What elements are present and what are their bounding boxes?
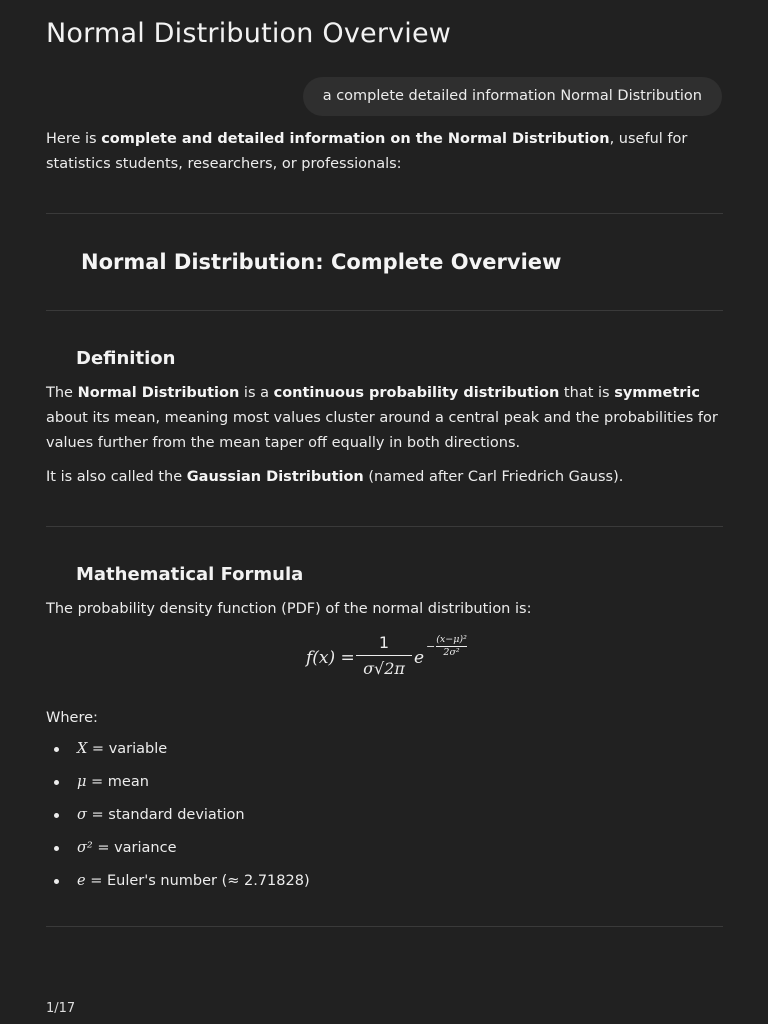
exponent-denominator: 2σ² [443, 647, 460, 658]
main-heading: Normal Distribution: Complete Overview [81, 250, 562, 274]
page-counter: 1/17 [46, 1001, 76, 1016]
pdf-formula [46, 632, 723, 688]
exponent-numerator: (x−μ)² [436, 634, 467, 645]
list-item [46, 772, 723, 805]
formula-denominator: σ√2π [363, 659, 405, 678]
list-symbol: σ [77, 807, 87, 823]
list-text: = mean [86, 774, 149, 790]
formula-base: e [414, 648, 425, 668]
def-text-4: about its mean, meaning most values cluster around a central peak and the probabilities for values further from the mean taper off equally in both directions. [46, 410, 718, 451]
divider [46, 926, 723, 927]
list-item [46, 739, 723, 772]
list-item [46, 871, 723, 904]
list-text: = variable [87, 741, 168, 757]
list-symbol: σ² [77, 840, 93, 856]
def-bold-1: Normal Distribution [77, 385, 240, 401]
def-text-3: that is [559, 385, 615, 401]
formula-heading: Mathematical Formula [76, 564, 304, 585]
list-item [46, 838, 723, 871]
list-symbol: μ [77, 774, 87, 790]
list-text: = standard deviation [86, 807, 245, 823]
gauss-text-2: (named after Carl Friedrich Gauss). [363, 469, 624, 485]
gauss-text-1: It is also called the [46, 469, 187, 485]
response-content [46, 127, 723, 927]
list-symbol: X [77, 741, 88, 757]
formula-fraction [356, 632, 412, 680]
list-text: = variance [92, 840, 177, 856]
def-bold-3: symmetric [614, 385, 700, 401]
def-text-2: is a [239, 385, 274, 401]
list-item [46, 805, 723, 838]
intro-bold-1: complete and detailed information on the Normal Distribution [101, 131, 610, 147]
gauss-bold-1: Gaussian Distribution [186, 469, 364, 485]
formula-exponent [426, 635, 467, 658]
definition-paragraph [46, 381, 723, 456]
definition-heading: Definition [76, 348, 176, 369]
exponent-fraction [436, 635, 467, 658]
variable-list [46, 739, 723, 904]
def-text-1: The [46, 385, 78, 401]
page-title: Normal Distribution Overview [46, 18, 452, 49]
formula-intro: The probability density function (PDF) of the normal distribution is: [46, 601, 532, 617]
formula-lhs: f(x) = [306, 648, 355, 668]
intro-text-2: , useful for statistics students, researchers, or professionals: [46, 131, 688, 172]
intro-text-1: Here is [46, 131, 102, 147]
list-symbol: e [77, 873, 86, 889]
intro-paragraph [46, 127, 723, 177]
list-text: = Euler's number (≈ 2.71828) [85, 873, 310, 889]
def-bold-2: continuous probability distribution [273, 385, 560, 401]
exponent-sign: − [426, 640, 436, 653]
formula-numerator: 1 [378, 633, 390, 652]
where-label: Where: [46, 710, 98, 726]
fraction-bar [356, 655, 412, 656]
user-message-bubble: a complete detailed information Normal Distribution [303, 77, 722, 116]
gaussian-paragraph [46, 465, 723, 490]
